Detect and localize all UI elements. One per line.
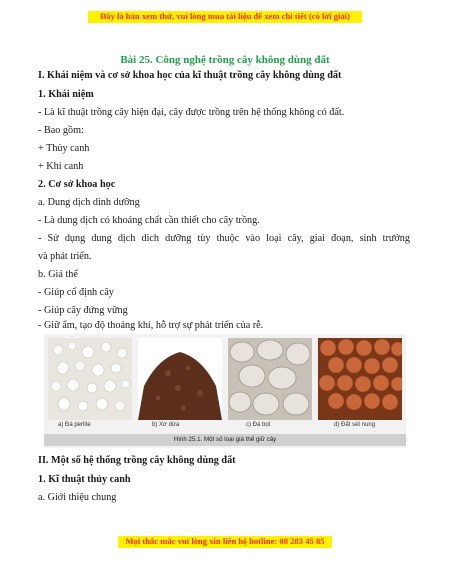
caption-pumice: c) Đá bọt [246,422,271,428]
section-heading-2: II. Một số hệ thống trồng cây không dùng đất [38,455,236,466]
preview-notice-banner: Đây là bản xem thử, vui lòng mua tài liệu để xem chi tiết (có lời giải) [88,11,362,23]
text-line: - Giúp cây đứng vững [38,305,128,316]
text-line: - Là kĩ thuật trồng cây hiện đại, cây được trồng trên hệ thống không có đất. [38,107,345,118]
fired-clay-balls-photo [318,338,402,420]
perlite-photo [48,338,132,420]
subheading-concept: 1. Khái niệm [38,89,94,100]
text-line: + Khí canh [38,161,84,172]
text-line: a. Dung dịch dinh dưỡng [38,197,140,208]
text-line: - Giúp cố định cây [38,287,114,298]
caption-coconut-coir: b) Xơ dừa [152,422,180,428]
lesson-title: Bài 25. Công nghệ trồng cây không dùng đất [120,54,330,66]
subheading-science-basis: 2. Cơ sở khoa học [38,179,116,190]
figure-caption: Hình 25.1. Một số loại giá thể giữ cây [44,434,406,446]
coconut-coir-photo [138,338,222,420]
caption-perlite: a) Đá perlite [58,422,91,428]
text-line: a. Giới thiệu chung [38,492,117,503]
substrate-figure [44,334,406,448]
text-line: b. Giá thể [38,269,78,280]
pumice-stone-photo [228,338,312,420]
caption-fired-clay: d) Đất sét nung [334,422,376,428]
hotline-banner: Mọi thắc mắc vui lòng xin liên hệ hotline: 08 283 45 85 [118,536,332,548]
subheading-hydroponics: 1. Kĩ thuật thủy canh [38,474,131,485]
text-line: và phát triển. [38,251,92,262]
text-line: - Là dung dịch có khoáng chất cần thiết cho cây trồng. [38,215,260,226]
text-line: - Sử dụng dung dịch dich dưỡng tùy thuộc vào loại cây, giai đoạn, sinh trưởng [38,233,410,244]
text-line: + Thủy canh [38,143,90,154]
text-line: - Giữ ẩm, tạo độ thoáng khí, hỗ trợ sự phát triển của rễ. [38,320,264,331]
section-heading-1: I. Khái niệm và cơ sở khoa học của kĩ thuật trồng cây không dùng đất [38,70,342,81]
text-line: - Bao gồm: [38,125,84,136]
